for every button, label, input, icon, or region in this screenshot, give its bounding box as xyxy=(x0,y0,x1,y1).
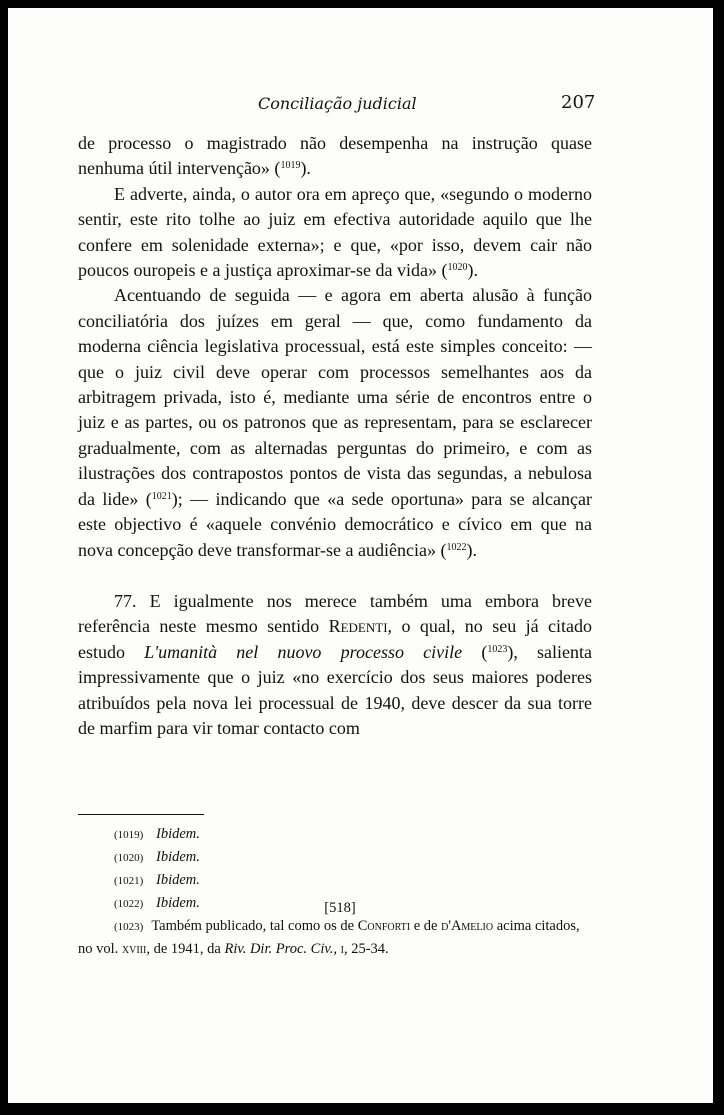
paragraph-4: 77. E igualmente nos merece também uma embora breve referência neste mesmo sentido Redenti, o qual, no seu já citado estudo L'umanità nel nuovo processo civile ($^{1023}$), salienta impressivamente que o juiz «no exercício dos seus maiores poderes atribuídos pela nova lei processual de 1940, deve descer da sua torre de marfim para vir tomar contacto com xyxy=(78,590,593,738)
footnote-ref-1023[interactable]: 1023 xyxy=(487,643,508,655)
footnote-ref-1019[interactable]: 1019 xyxy=(280,160,301,172)
author-name: Redenti xyxy=(328,616,388,637)
footnote-ref-1022[interactable]: 1022 xyxy=(446,541,467,553)
body-text xyxy=(78,131,592,741)
paragraph-3: Acentuando de seguida — e agora em aberta alusão à função conciliatória dos juízes em geral — que, como fundamento da moderna ciência legislativa processual, está este simples conceito: — que o juiz civil deve operar com processos semelhantes aos da arbitragem privada, isto é, mediante uma série de encontros entre o juiz e as partes, ou os patronos que as representam, para se esclarecer gradualmente, com as alternadas perguntas do primeiro, e com as ilustrações dos contrapostos pontos de vista das segundas, a nebulosa da lide» ($^{1021}$); — indicando que «a sede oportuna» para se alcançar este objectivo é «aquele convénio democrático e cívico em que na nova concepção deve transformar-se a audiência» ($^{1022}$). xyxy=(78,285,592,560)
footnotes xyxy=(78,823,592,960)
paragraph-2: E adverte, ainda, o autor ora em apreço que, «segundo o moderno sentir, este rito tolhe ao juiz em efectiva autoridade aquilo que lhe confere em solenidade externa»; e que, «por isso, devem cair não poucos ouropeis e a justiça aproximar-se da vida» ($^{1020}$). xyxy=(78,183,592,281)
paragraph-1: de processo o magistrado não desempenha na instrução quase nenhuma útil intervenção» ($^{1019}$). xyxy=(78,133,592,179)
work-title: L'umanità nel nuovo processo civile xyxy=(144,641,463,662)
footnote-divider xyxy=(78,814,204,815)
running-title: Conciliação judicial xyxy=(258,94,417,113)
page-number: 207 xyxy=(561,92,596,113)
footnote-1020: (1020) Ibidem. xyxy=(114,849,200,865)
footnote-ref-1020[interactable]: 1020 xyxy=(447,262,468,274)
footnote-1022: (1022) Ibidem. xyxy=(114,895,200,911)
footnote-1019: (1019) Ibidem. xyxy=(114,826,200,842)
page xyxy=(8,8,713,1103)
footnote-1021: (1021) Ibidem. xyxy=(114,872,200,888)
bottom-page-number: [518] xyxy=(324,900,356,916)
footnote-ref-1021[interactable]: 1021 xyxy=(151,490,172,502)
running-head xyxy=(8,94,713,124)
footnote-1023: (1023) Também publicado, tal como os de Conforti e de d'Amelio acima citados, no vol. xviii, de 1941, da Riv. Dir. Proc. Civ., i, 25-34. xyxy=(78,918,580,957)
